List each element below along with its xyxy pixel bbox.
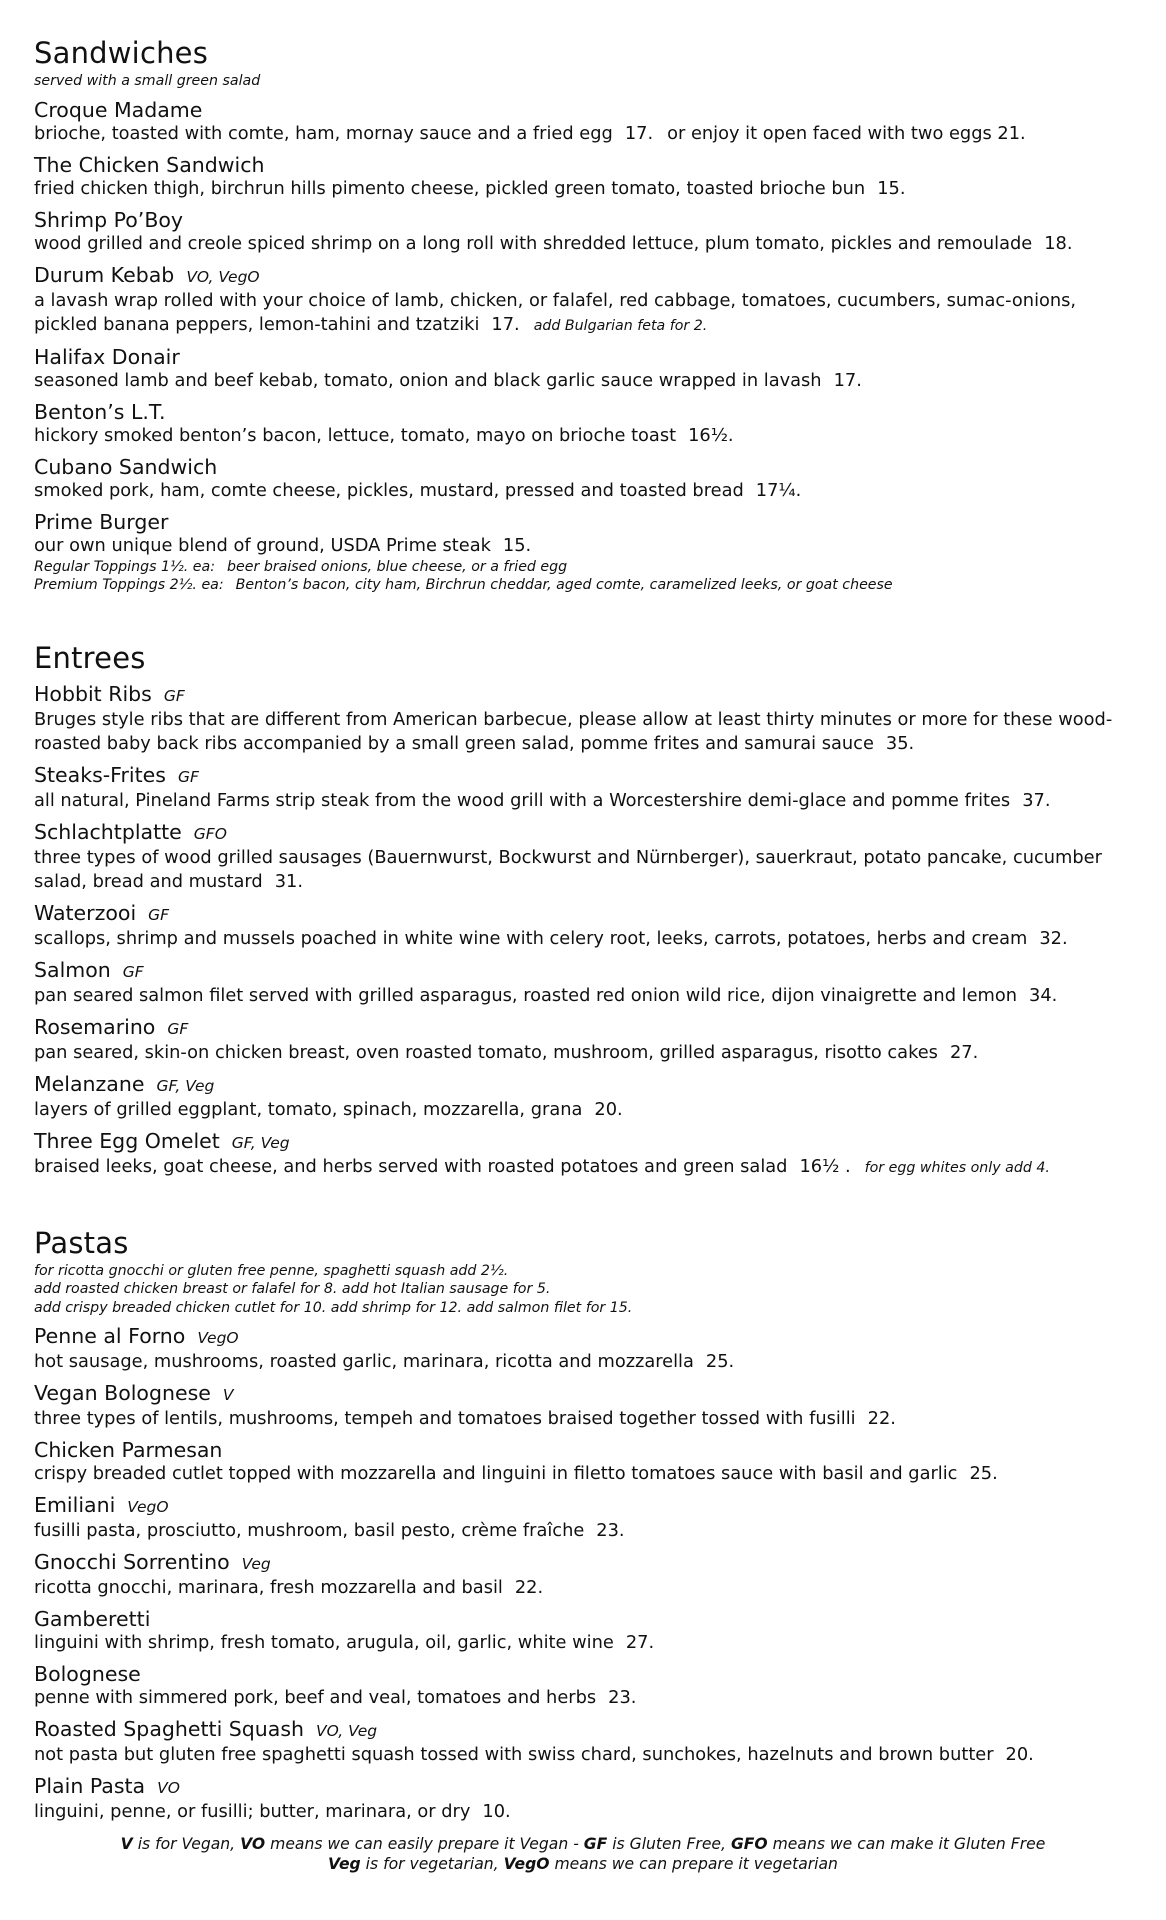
item-header — [34, 208, 1132, 232]
description-text: pan seared, skin-on chicken breast, oven roasted tomato, mushroom, grilled asparagus, risotto cakes — [34, 1041, 938, 1063]
item-header — [34, 455, 1132, 479]
dietary-tag: VO, VegO — [186, 267, 260, 286]
menu-item — [34, 263, 1132, 338]
description-text: wood grilled and creole spiced shrimp on a long roll with shredded lettuce, plum tomato, pickles and remoulade — [34, 232, 1033, 254]
item-header — [34, 682, 1132, 708]
item-price: 32. — [1039, 927, 1068, 949]
dietary-tag: VO — [157, 1779, 180, 1797]
section-note: add roasted chicken breast or falafel for 8. add hot Italian sausage for 5. — [34, 1281, 551, 1297]
item-description — [34, 1350, 1132, 1374]
item-name: Prime Burger — [34, 509, 169, 534]
menu-item — [34, 901, 1132, 951]
section-spacer — [34, 1180, 1132, 1226]
item-header — [34, 1717, 1132, 1743]
item-description — [34, 1800, 1132, 1824]
item-header — [34, 1129, 1132, 1155]
item-price: 10. — [482, 1801, 511, 1822]
item-description — [34, 369, 1132, 393]
section-title: Entrees — [34, 640, 146, 675]
item-name: Plain Pasta — [34, 1774, 146, 1798]
item-description — [34, 1098, 1132, 1122]
description-text: crispy breaded cutlet topped with mozzarella and linguini in filetto tomatoes sauce with basil and garlic — [34, 1463, 958, 1484]
item-description — [34, 1743, 1132, 1767]
item-header — [34, 98, 1132, 122]
item-name: Salmon — [34, 957, 111, 982]
item-description — [34, 289, 1132, 338]
item-description — [34, 1407, 1132, 1431]
item-header — [34, 901, 1132, 927]
item-price: 17. — [833, 369, 862, 391]
menu-item — [34, 1550, 1132, 1600]
legend-code: V — [120, 1835, 133, 1853]
item-header — [34, 1550, 1132, 1576]
description-text: all natural, Pineland Farms strip steak from the wood grill with a Worcestershire demi-glace and pomme frites — [34, 789, 1011, 811]
item-name: Shrimp Po’Boy — [34, 207, 184, 232]
item-name: Halifax Donair — [34, 344, 180, 369]
item-name: Bolognese — [34, 1662, 141, 1686]
item-description — [34, 122, 1132, 146]
legend-text: means we can make it Gluten Free — [767, 1835, 1046, 1853]
item-name: Benton’s L.T. — [34, 399, 166, 424]
item-price: 17. — [624, 122, 654, 144]
dietary-tag: VO, Veg — [316, 1722, 378, 1740]
dietary-tag: V — [222, 1386, 234, 1404]
description-text: hickory smoked benton’s bacon, lettuce, tomato, mayo on brioche toast — [34, 424, 677, 446]
menu-items — [34, 1324, 1132, 1824]
toppings-value: Benton’s bacon, city ham, Birchrun cheddar, aged comte, caramelized leeks, or goat cheese — [235, 577, 893, 593]
menu-items — [34, 682, 1132, 1180]
menu-item — [34, 345, 1132, 393]
item-price: 15. — [502, 534, 532, 556]
item-price: 16½ . — [799, 1155, 851, 1177]
item-description — [34, 1576, 1132, 1600]
section-note: for ricotta gnocchi or gluten free penne, spaghetti squash add 2½. — [34, 1262, 509, 1279]
item-price: 20. — [594, 1098, 623, 1120]
legend-code: GFO — [730, 1835, 768, 1853]
item-header — [34, 1381, 1132, 1407]
item-name: Durum Kebab — [34, 262, 175, 287]
item-description — [34, 232, 1132, 256]
item-description — [34, 1155, 1132, 1180]
item-description — [34, 927, 1132, 951]
menu-item — [34, 1324, 1132, 1374]
description-text: fusilli pasta, prosciutto, mushroom, basil pesto, crème fraîche — [34, 1520, 585, 1541]
item-price: 37. — [1022, 789, 1051, 811]
description-text: not pasta but gluten free spaghetti squash tossed with swiss chard, sunchokes, hazelnuts and brown butter — [34, 1744, 994, 1765]
item-header — [34, 153, 1132, 177]
item-header — [34, 263, 1132, 289]
dietary-tag: GF — [163, 686, 185, 705]
description-text: a lavash wrap rolled with your choice of lamb, chicken, or falafel, red cabbage, tomatoes, cucumbers, sumac-onions, pickled banana peppers, lemon-tahini and tzatziki — [34, 289, 1077, 335]
burger-toppings — [34, 558, 1132, 595]
dietary-tag: Veg — [241, 1555, 271, 1573]
item-name: Schlachtplatte — [34, 819, 182, 844]
menu-item — [34, 153, 1132, 201]
description-text: linguini, penne, or fusilli; butter, marinara, or dry — [34, 1801, 471, 1822]
description-text: fried chicken thigh, birchrun hills pimento cheese, pickled green tomato, toasted brioche bun — [34, 177, 866, 199]
item-description — [34, 1041, 1132, 1065]
item-name: Cubano Sandwich — [34, 454, 218, 479]
legend-code: Veg — [328, 1855, 361, 1873]
toppings-label: Regular Toppings 1½. ea: — [34, 558, 216, 575]
item-header — [34, 1662, 1132, 1686]
item-price: 23. — [608, 1687, 637, 1708]
legend-code: VO — [240, 1835, 266, 1853]
dietary-tag: VegO — [197, 1329, 239, 1347]
dietary-tag: GF, Veg — [231, 1133, 290, 1152]
item-price: 27. — [625, 1632, 655, 1653]
menu-item — [34, 1381, 1132, 1431]
description-text: hot sausage, mushrooms, roasted garlic, marinara, ricotta and mozzarella — [34, 1351, 694, 1372]
legend-text: is Gluten Free, — [607, 1835, 731, 1853]
item-description — [34, 984, 1132, 1008]
menu-item — [34, 1717, 1132, 1767]
item-description — [34, 708, 1132, 756]
description-text: linguini with shrimp, fresh tomato, arugula, oil, garlic, white wine — [34, 1632, 614, 1653]
dietary-tag: GF, Veg — [156, 1076, 215, 1095]
item-header — [34, 1607, 1132, 1631]
dietary-tag: GF — [177, 767, 199, 786]
item-name: Hobbit Ribs — [34, 681, 152, 706]
dietary-tag: GFO — [193, 824, 227, 843]
legend-code: VegO — [503, 1855, 550, 1873]
description-text: our own unique blend of ground, USDA Prime steak — [34, 534, 491, 556]
menu-item — [34, 400, 1132, 448]
item-header — [34, 1774, 1132, 1800]
item-name: Chicken Parmesan — [34, 1438, 223, 1462]
item-description — [34, 846, 1132, 894]
toppings-value: beer braised onions, blue cheese, or a fried egg — [227, 558, 568, 575]
dietary-tag: GF — [167, 1019, 189, 1038]
item-header — [34, 1493, 1132, 1519]
menu-item — [34, 1129, 1132, 1180]
dietary-tag: GF — [122, 962, 144, 981]
menu-item — [34, 1072, 1132, 1122]
menu-item — [34, 820, 1132, 894]
item-description — [34, 1631, 1132, 1655]
item-header — [34, 763, 1132, 789]
item-name: Three Egg Omelet — [34, 1128, 220, 1153]
item-name: Penne al Forno — [34, 1324, 186, 1348]
description-text: smoked pork, ham, comte cheese, pickles, mustard, pressed and toasted bread — [34, 479, 744, 501]
item-extra: for egg whites only add 4. — [864, 1159, 1050, 1176]
menu-item — [34, 98, 1132, 146]
section-spacer — [34, 595, 1132, 641]
item-header — [34, 1015, 1132, 1041]
item-header — [34, 345, 1132, 369]
section-sandwiches — [34, 36, 1132, 595]
regular-toppings — [34, 558, 1132, 577]
legend-text: is for vegetarian, — [360, 1855, 504, 1873]
menu-item — [34, 1774, 1132, 1824]
item-description — [34, 424, 1132, 448]
item-name: Rosemarino — [34, 1014, 156, 1039]
item-name: Waterzooi — [34, 900, 137, 925]
item-name: Roasted Spaghetti Squash — [34, 1717, 305, 1741]
section-note: served with a small green salad — [34, 73, 261, 89]
menu-item — [34, 208, 1132, 256]
item-price: 25. — [705, 1351, 735, 1372]
section-title: Sandwiches — [34, 36, 209, 70]
item-header — [34, 958, 1132, 984]
item-description — [34, 1519, 1132, 1543]
item-header — [34, 1072, 1132, 1098]
toppings-label: Premium Toppings 2½. ea: — [34, 577, 224, 593]
dietary-legend — [0, 1834, 1166, 1874]
dietary-tag: VegO — [127, 1498, 169, 1516]
item-name: Gnocchi Sorrentino — [34, 1550, 230, 1574]
item-description — [34, 1462, 1132, 1486]
section-pastas — [34, 1226, 1132, 1825]
item-extra: or enjoy it open faced with two eggs 21. — [667, 122, 1026, 144]
section-title: Pastas — [34, 1225, 129, 1260]
menu-item — [34, 455, 1132, 503]
legend-code: GF — [583, 1835, 608, 1853]
item-price: 18. — [1044, 232, 1073, 254]
item-price: 27. — [949, 1041, 979, 1063]
item-name: The Chicken Sandwich — [34, 152, 265, 177]
item-name: Emiliani — [34, 1493, 116, 1517]
menu-item — [34, 763, 1132, 813]
description-text: braised leeks, goat cheese, and herbs served with roasted potatoes and green salad — [34, 1155, 788, 1177]
menu-item — [34, 510, 1132, 558]
item-header — [34, 1438, 1132, 1462]
menu-items — [34, 98, 1132, 558]
menu-item — [34, 958, 1132, 1008]
description-text: brioche, toasted with comte, ham, mornay sauce and a fried egg — [34, 122, 613, 144]
menu-item — [34, 682, 1132, 756]
item-header — [34, 820, 1132, 846]
item-name: Vegan Bolognese — [34, 1381, 211, 1405]
legend-text: means we can prepare it vegetarian — [549, 1855, 838, 1873]
item-price: 17. — [491, 313, 520, 335]
item-extra: add Bulgarian feta for 2. — [533, 317, 708, 334]
item-price: 35. — [885, 732, 915, 754]
description-text: scallops, shrimp and mussels poached in white wine with celery root, leeks, carrots, potatoes, herbs and cream — [34, 927, 1028, 949]
legend-line — [0, 1834, 1166, 1854]
item-price: 31. — [274, 870, 303, 892]
description-text: three types of wood grilled sausages (Bauernwurst, Bockwurst and Nürnberger), sauerkraut, potato pancake, cucumber salad, bread and mustard — [34, 846, 1102, 892]
item-price: 20. — [1005, 1744, 1034, 1765]
menu-item — [34, 1662, 1132, 1710]
description-text: three types of lentils, mushrooms, tempeh and tomatoes braised together tossed with fusilli — [34, 1408, 856, 1429]
item-description — [34, 789, 1132, 813]
item-description — [34, 1686, 1132, 1710]
item-price: 17¼. — [755, 479, 802, 501]
description-text: pan seared salmon filet served with grilled asparagus, roasted red onion wild rice, dijon vinaigrette and lemon — [34, 984, 1017, 1006]
legend-text: means we can easily prepare it Vegan - — [265, 1835, 584, 1853]
section-entrees — [34, 641, 1132, 1180]
item-price: 34. — [1029, 984, 1058, 1006]
description-text: penne with simmered pork, beef and veal, tomatoes and herbs — [34, 1687, 597, 1708]
description-text: seasoned lamb and beef kebab, tomato, onion and black garlic sauce wrapped in lavash — [34, 369, 822, 391]
item-header — [34, 400, 1132, 424]
item-name: Croque Madame — [34, 97, 203, 122]
menu-item — [34, 1607, 1132, 1655]
description-text: layers of grilled eggplant, tomato, spinach, mozzarella, grana — [34, 1098, 583, 1120]
dietary-tag: GF — [148, 905, 170, 924]
legend-text: is for Vegan, — [132, 1835, 241, 1853]
section-note: add crispy breaded chicken cutlet for 10. add shrimp for 12. add salmon filet for 15. — [34, 1299, 633, 1316]
premium-toppings — [34, 576, 1132, 595]
item-price: 22. — [514, 1577, 544, 1598]
item-price: 25. — [969, 1463, 998, 1484]
item-name: Steaks-Frites — [34, 762, 166, 787]
description-text: Bruges style ribs that are different from American barbecue, please allow at least thirty minutes or more for these wood-roasted baby back ribs accompanied by a small green salad, pomme frites and samurai sauce — [34, 708, 1113, 754]
description-text: ricotta gnocchi, marinara, fresh mozzarella and basil — [34, 1577, 503, 1598]
item-name: Gamberetti — [34, 1607, 151, 1631]
item-price: 23. — [596, 1520, 625, 1541]
item-name: Melanzane — [34, 1071, 145, 1096]
menu-item — [34, 1438, 1132, 1486]
item-header — [34, 1324, 1132, 1350]
menu-item — [34, 1015, 1132, 1065]
menu-item — [34, 1493, 1132, 1543]
item-description — [34, 534, 1132, 558]
item-price: 22. — [867, 1408, 896, 1429]
item-price: 15. — [877, 177, 906, 199]
legend-line — [0, 1854, 1166, 1874]
item-description — [34, 479, 1132, 503]
item-description — [34, 177, 1132, 201]
item-price: 16½. — [688, 424, 734, 446]
item-header — [34, 510, 1132, 534]
